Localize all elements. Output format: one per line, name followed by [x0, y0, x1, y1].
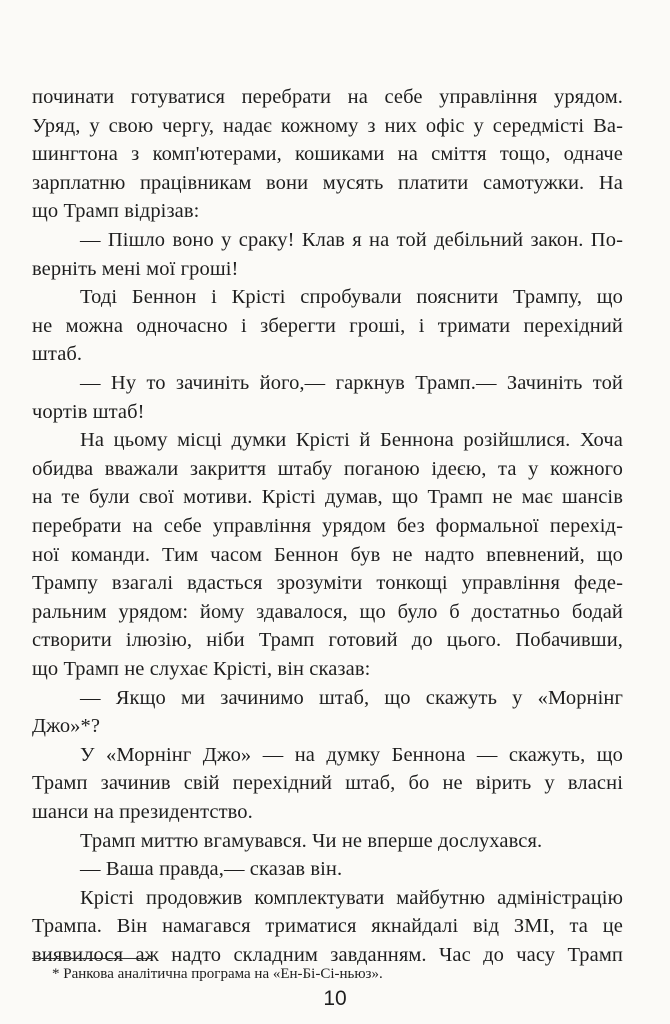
text-line: шингтона з комп'ютерами, кошиками на сміття тощо, одначе: [32, 143, 623, 165]
footnote-rule: [32, 958, 152, 959]
text-line: починати готуватися перебрати на себе управління урядом.: [32, 86, 623, 108]
text-line: обидва вважали закриття штабу поганою ідеєю, та у кожного: [32, 458, 623, 480]
text-line: ральним урядом: йому здавалося, що було б достатньо бодай: [32, 601, 623, 623]
text-line: — Пішло воно у сраку! Клав я на той дебільний закон. По-: [80, 229, 623, 251]
text-line: Крісті продовжив комплектувати майбутню адміністрацію: [80, 887, 623, 909]
text-line: — Ваша правда,— сказав він.: [80, 858, 343, 880]
text-line: Трампу взагалі вдасться зрозуміти тонкощі управління феде-: [32, 572, 623, 594]
text-line: верніть мені мої гроші!: [32, 258, 239, 280]
text-line: ної команди. Тим часом Беннон був не надто впевнений, що: [32, 544, 623, 566]
text-line: На цьому місці думки Крісті й Беннона розійшлися. Хоча: [80, 429, 623, 451]
text-line: Трамп миттю вгамувався. Чи не вперше дослухався.: [80, 830, 543, 852]
text-line: чортів штаб!: [32, 401, 145, 423]
text-line: створити ілюзію, ніби Трамп готовий до цього. Побачивши,: [32, 629, 623, 651]
text-line: штаб.: [32, 343, 83, 365]
text-line: У «Морнінг Джо» — на думку Беннона — скажуть, що: [80, 744, 623, 766]
text-line: не можна одночасно і зберегти гроші, і тримати перехідний: [32, 315, 623, 337]
text-line: Уряд, у свою чергу, надає кожному з них офіс у середмісті Ва-: [32, 115, 623, 137]
text-line: — Якщо ми зачинимо штаб, що скажуть у «Морнінг: [80, 687, 623, 709]
footnote: * Ранкова аналітична програма на «Ен-Бі-Сі-ньюз».: [52, 966, 383, 982]
text-line: перебрати на себе управління урядом без формальної перехід-: [32, 515, 623, 537]
text-line: Тоді Беннон і Крісті спробували пояснити Трампу, що: [80, 286, 623, 308]
text-line: шанси на президентство.: [32, 801, 253, 823]
text-line: на те були свої мотиви. Крісті думав, що Трамп не має шансів: [32, 486, 623, 508]
text-line: Джо»*?: [32, 715, 101, 737]
text-line: — Ну то зачиніть його,— гаркнув Трамп.— Зачиніть той: [80, 372, 623, 394]
text-line: зарплатню працівникам вони мусять платити самотужки. На: [32, 172, 623, 194]
text-line: виявилося аж надто складним завданням. Час до часу Трамп: [32, 944, 623, 966]
text-line: що Трамп відрізав:: [32, 200, 200, 222]
text-line: що Трамп не слухає Крісті, він сказав:: [32, 658, 371, 680]
text-line: Трамп зачинив свій перехідний штаб, бо не вірить у власні: [32, 772, 623, 794]
text-line: Трампа. Він намагався триматися якнайдалі від ЗМІ, та це: [32, 915, 623, 937]
page-number: 10: [323, 987, 347, 1010]
